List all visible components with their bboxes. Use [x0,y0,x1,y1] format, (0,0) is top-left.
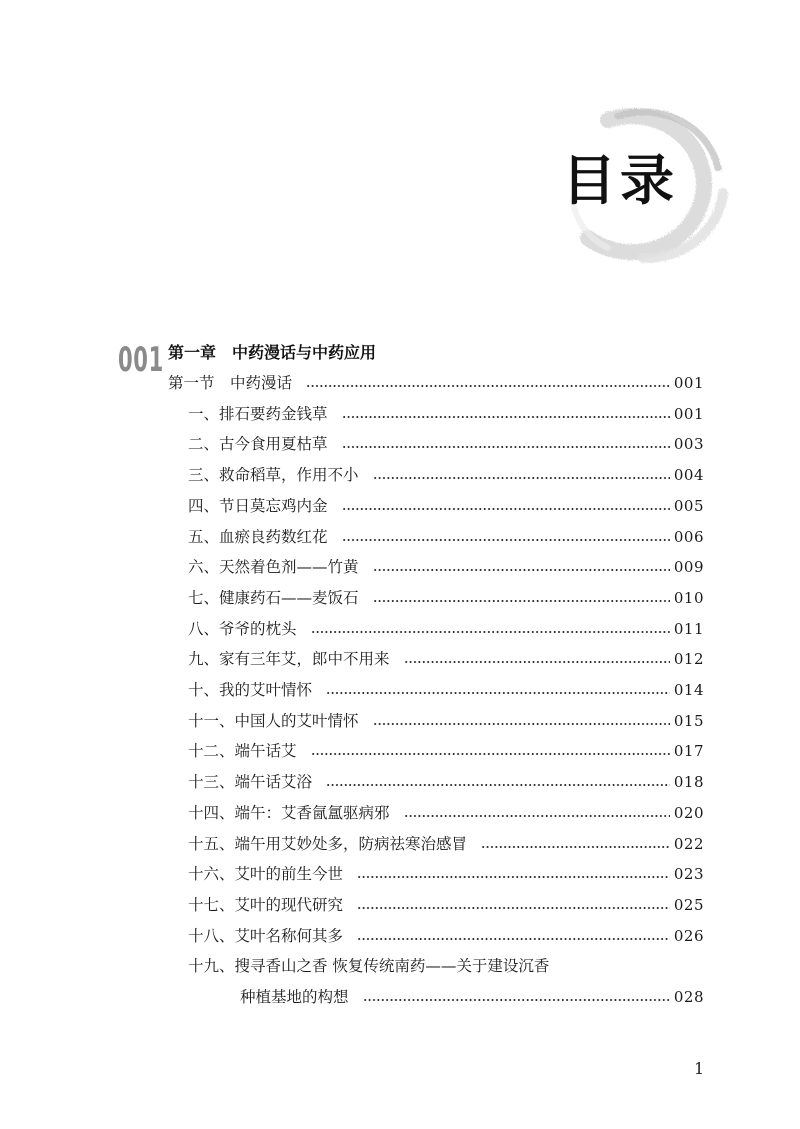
toc-page-number: 018 [673,773,704,792]
toc-leader-dots [342,508,670,510]
toc-entry-label: 十四、端午：艾香氤氲驱病邪 [188,803,390,822]
page-number: 1 [694,1059,705,1078]
toc-entry-label: 十七、艾叶的现代研究 [188,895,344,914]
toc-page-number: 023 [673,865,704,884]
toc-page-number: 025 [673,895,704,914]
toc-entry-label: 十五、端午用艾妙处多，防病祛寒治感冒 [188,834,468,853]
toc-entry-label: 十、我的艾叶情怀 [188,681,313,699]
toc-leader-dots [404,815,670,817]
toc-leader-dots [342,446,670,448]
toc-entry-continuation-label: 种植基地的构想 [240,988,349,1006]
toc-leader-dots [373,569,670,571]
toc-leader-dots [357,876,670,878]
toc-entry-label: 十一、中国人的艾叶情怀 [188,711,359,730]
toc-page-number: 010 [673,588,704,607]
toc-entry[interactable] [188,737,704,765]
toc-leader-dots [357,907,670,909]
toc-page-number: 020 [673,803,704,822]
toc-entry-label: 十三、端午话艾浴 [188,773,313,792]
toc-entry[interactable] [188,830,704,858]
toc-page-number: 011 [673,619,704,638]
toc-entry[interactable] [188,799,704,827]
toc-page-number: 005 [673,496,704,515]
toc-entry[interactable] [188,645,704,673]
toc-page-number: 012 [673,650,704,669]
toc-leader-dots [306,385,670,387]
toc-leader-dots [373,600,670,602]
toc-entry-label: 九、家有三年艾，郎中不用来 [188,650,390,669]
toc-entry[interactable] [188,676,704,704]
toc-entry-label: 四、节日莫忘鸡内金 [188,496,328,515]
chapter-number: 001 [118,340,164,380]
toc-leader-dots [373,477,670,479]
toc-entry[interactable] [188,430,704,458]
toc-page-number: 017 [673,742,704,761]
toc-entry-label: 十二、端午话艾 [188,742,297,761]
toc-page-number: 026 [673,926,704,945]
toc-entry[interactable] [188,584,704,612]
page-title: 目录 [562,148,678,212]
toc-leader-dots [326,692,670,694]
toc-entry-label: 七、健康药石——麦饭石 [188,588,359,607]
toc-entry[interactable] [188,523,704,551]
toc-entry[interactable] [188,615,704,643]
toc-leader-dots [481,846,670,848]
toc-leader-dots [311,631,670,633]
toc-page-number: 001 [673,404,704,423]
toc-leader-dots [342,539,670,541]
toc-page-number: 014 [673,681,704,699]
toc-entry-label: 第一节 中药漫话 [168,374,293,392]
toc-page-number: 022 [673,834,704,853]
toc-page-number: 006 [673,527,704,546]
toc-entry-label: 五、血瘀良药数红花 [188,527,328,546]
toc-entry-label: 二、古今食用夏枯草 [188,435,328,454]
toc-leader-dots [311,753,670,755]
toc-page-number: 003 [673,435,704,454]
toc-page-number: 001 [673,374,704,392]
toc-entry-label: 八、爷爷的枕头 [188,619,297,638]
toc-entry-section[interactable] [168,369,704,397]
toc-page-number: 028 [673,988,704,1006]
toc-entry-label: 十六、艾叶的前生今世 [188,865,344,884]
toc-entry[interactable] [188,492,704,520]
toc-leader-dots [326,784,670,786]
toc-page-number: 015 [673,711,704,730]
toc-entry[interactable] [188,860,704,888]
toc-leader-dots [404,661,670,663]
toc-leader-dots [357,938,670,940]
toc-entry-label: 十九、搜寻香山之香 恢复传统南药——关于建设沉香 [188,957,550,976]
toc-entry-first-line[interactable] [188,952,549,980]
toc-entry[interactable] [188,922,704,950]
toc-page-number: 009 [673,558,704,577]
toc-entry-label: 六、天然着色剂——竹黄 [188,558,359,577]
chapter-title: 第一章 中药漫话与中药应用 [168,343,377,362]
toc-entry-label: 一、排石要药金钱草 [188,404,328,423]
toc-entry[interactable] [188,553,704,581]
toc-leader-dots [342,416,670,418]
toc-entry-label: 三、救命稻草，作用不小 [188,466,359,485]
toc-entry[interactable] [188,400,704,428]
toc-leader-dots [373,723,670,725]
toc-entry[interactable] [188,461,704,489]
toc-entry[interactable] [188,768,704,796]
toc-page-number: 004 [673,466,704,485]
toc-leader-dots [363,999,670,1001]
toc-entry-continuation[interactable] [240,983,704,1011]
toc-entry[interactable] [188,891,704,919]
toc-entry-label: 十八、艾叶名称何其多 [188,926,344,945]
toc-entry[interactable] [188,707,704,735]
